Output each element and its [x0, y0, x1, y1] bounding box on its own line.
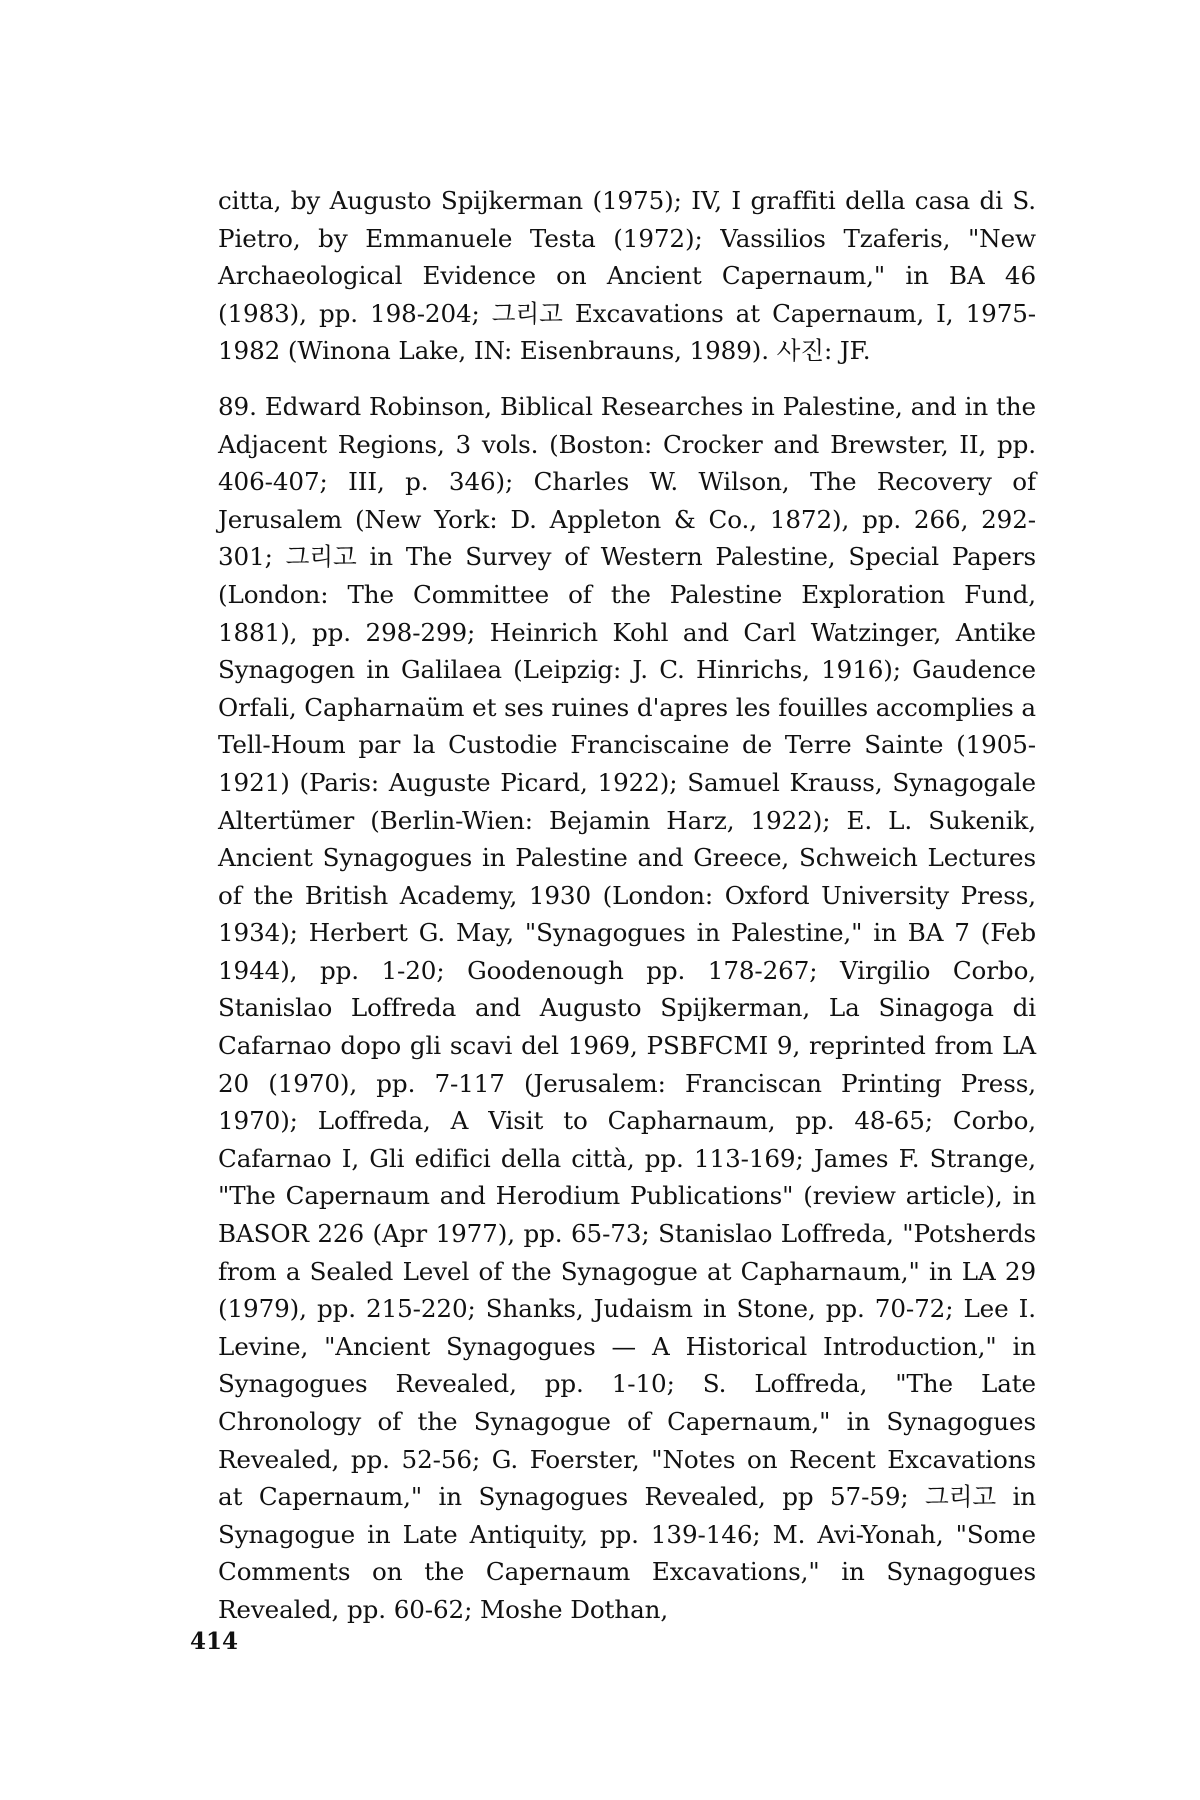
footnote-continuation — [218, 182, 1036, 370]
footnote-89 — [218, 388, 1036, 1629]
footnote-text: Edward Robinson, Biblical Researches in Palestine, and in the Adjacent Regions, 3 vols. (Boston: Crocker and Brewster, II, pp. 406-407; III, p. 346); Charles W. Wilson, The Recovery of Jerusalem (New York: D. Appleton & Co., 1872), pp. 266, 292-301; 그리고 in The Survey of Western Palestine, Special Papers (London: The Committee of the Palestine Exploration Fund, 1881), pp. 298-299; Heinrich Kohl and Carl Watzinger, Antike Synagogen in Galilaea (Leipzig: J. C. Hinrichs, 1916); Gaudence Orfali, Capharnaüm et ses ruines d'apres les fouilles accomplies a Tell-Houm par la Custodie Franciscaine de Terre Sainte (1905-1921) (Paris: Auguste Picard, 1922); Samuel Krauss, Synagogale Altertümer (Berlin-Wien: Bejamin Harz, 1922); E. L. Sukenik, Ancient Synagogues in Palestine and Greece, Schweich Lectures of the British Academy, 1930 (London: Oxford University Press, 1934); Herbert G. May, "Synagogues in Palestine," in BA 7 (Feb 1944), pp. 1-20; Goodenough pp. 178-267; Virgilio Corbo, Stanislao Loffreda and Augusto Spijkerman, La Sinagoga di Cafarnao dopo gli scavi del 1969, PSBFCMI 9, reprinted from LA 20 (1970), pp. 7-117 (Jerusalem: Franciscan Printing Press, 1970); Loffreda, A Visit to Capharnaum, pp. 48-65; Corbo, Cafarnao I, Gli edifici della città, pp. 113-169; James F. Strange, "The Capernaum and Herodium Publications" (review article), in BASOR 226 (Apr 1977), pp. 65-73; Stanislao Loffreda, "Potsherds from a Sealed Level of the Synagogue at Capharnaum," in LA 29 (1979), pp. 215-220; Shanks, Judaism in Stone, pp. 70-72; Lee I. Levine, "Ancient Synagogues — A Historical Introduction," in Synagogues Revealed, pp. 1-10; S. Loffreda, "The Late Chronology of the Synagogue of Capernaum," in Synagogues Revealed, pp. 52-56; G. Foerster, "Notes on Recent Excavations at Capernaum," in Synagogues Revealed, pp 57-59; 그리고 in Synagogue in Late Antiquity, pp. 139-146; M. Avi-Yonah, "Some Comments on the Capernaum Excavations," in Synagogues Revealed, pp. 60-62; Moshe Dothan, — [218, 391, 1036, 1624]
footnotes-body — [218, 182, 1036, 1658]
footnote-number: 89. — [218, 391, 257, 421]
footnote-text: citta, by Augusto Spijkerman (1975); IV, I graffiti della casa di S. Pietro, by Emmanuele Testa (1972); Vassilios Tzaferis, "New Archaeological Evidence on Ancient Capernaum," in BA 46 (1983), pp. 198-204; 그리고 Excavations at Capernaum, I, 1975-1982 (Winona Lake, IN: Eisenbrauns, 1989). 사진: JF. — [218, 186, 1036, 366]
page-number: 414 — [190, 1628, 239, 1655]
